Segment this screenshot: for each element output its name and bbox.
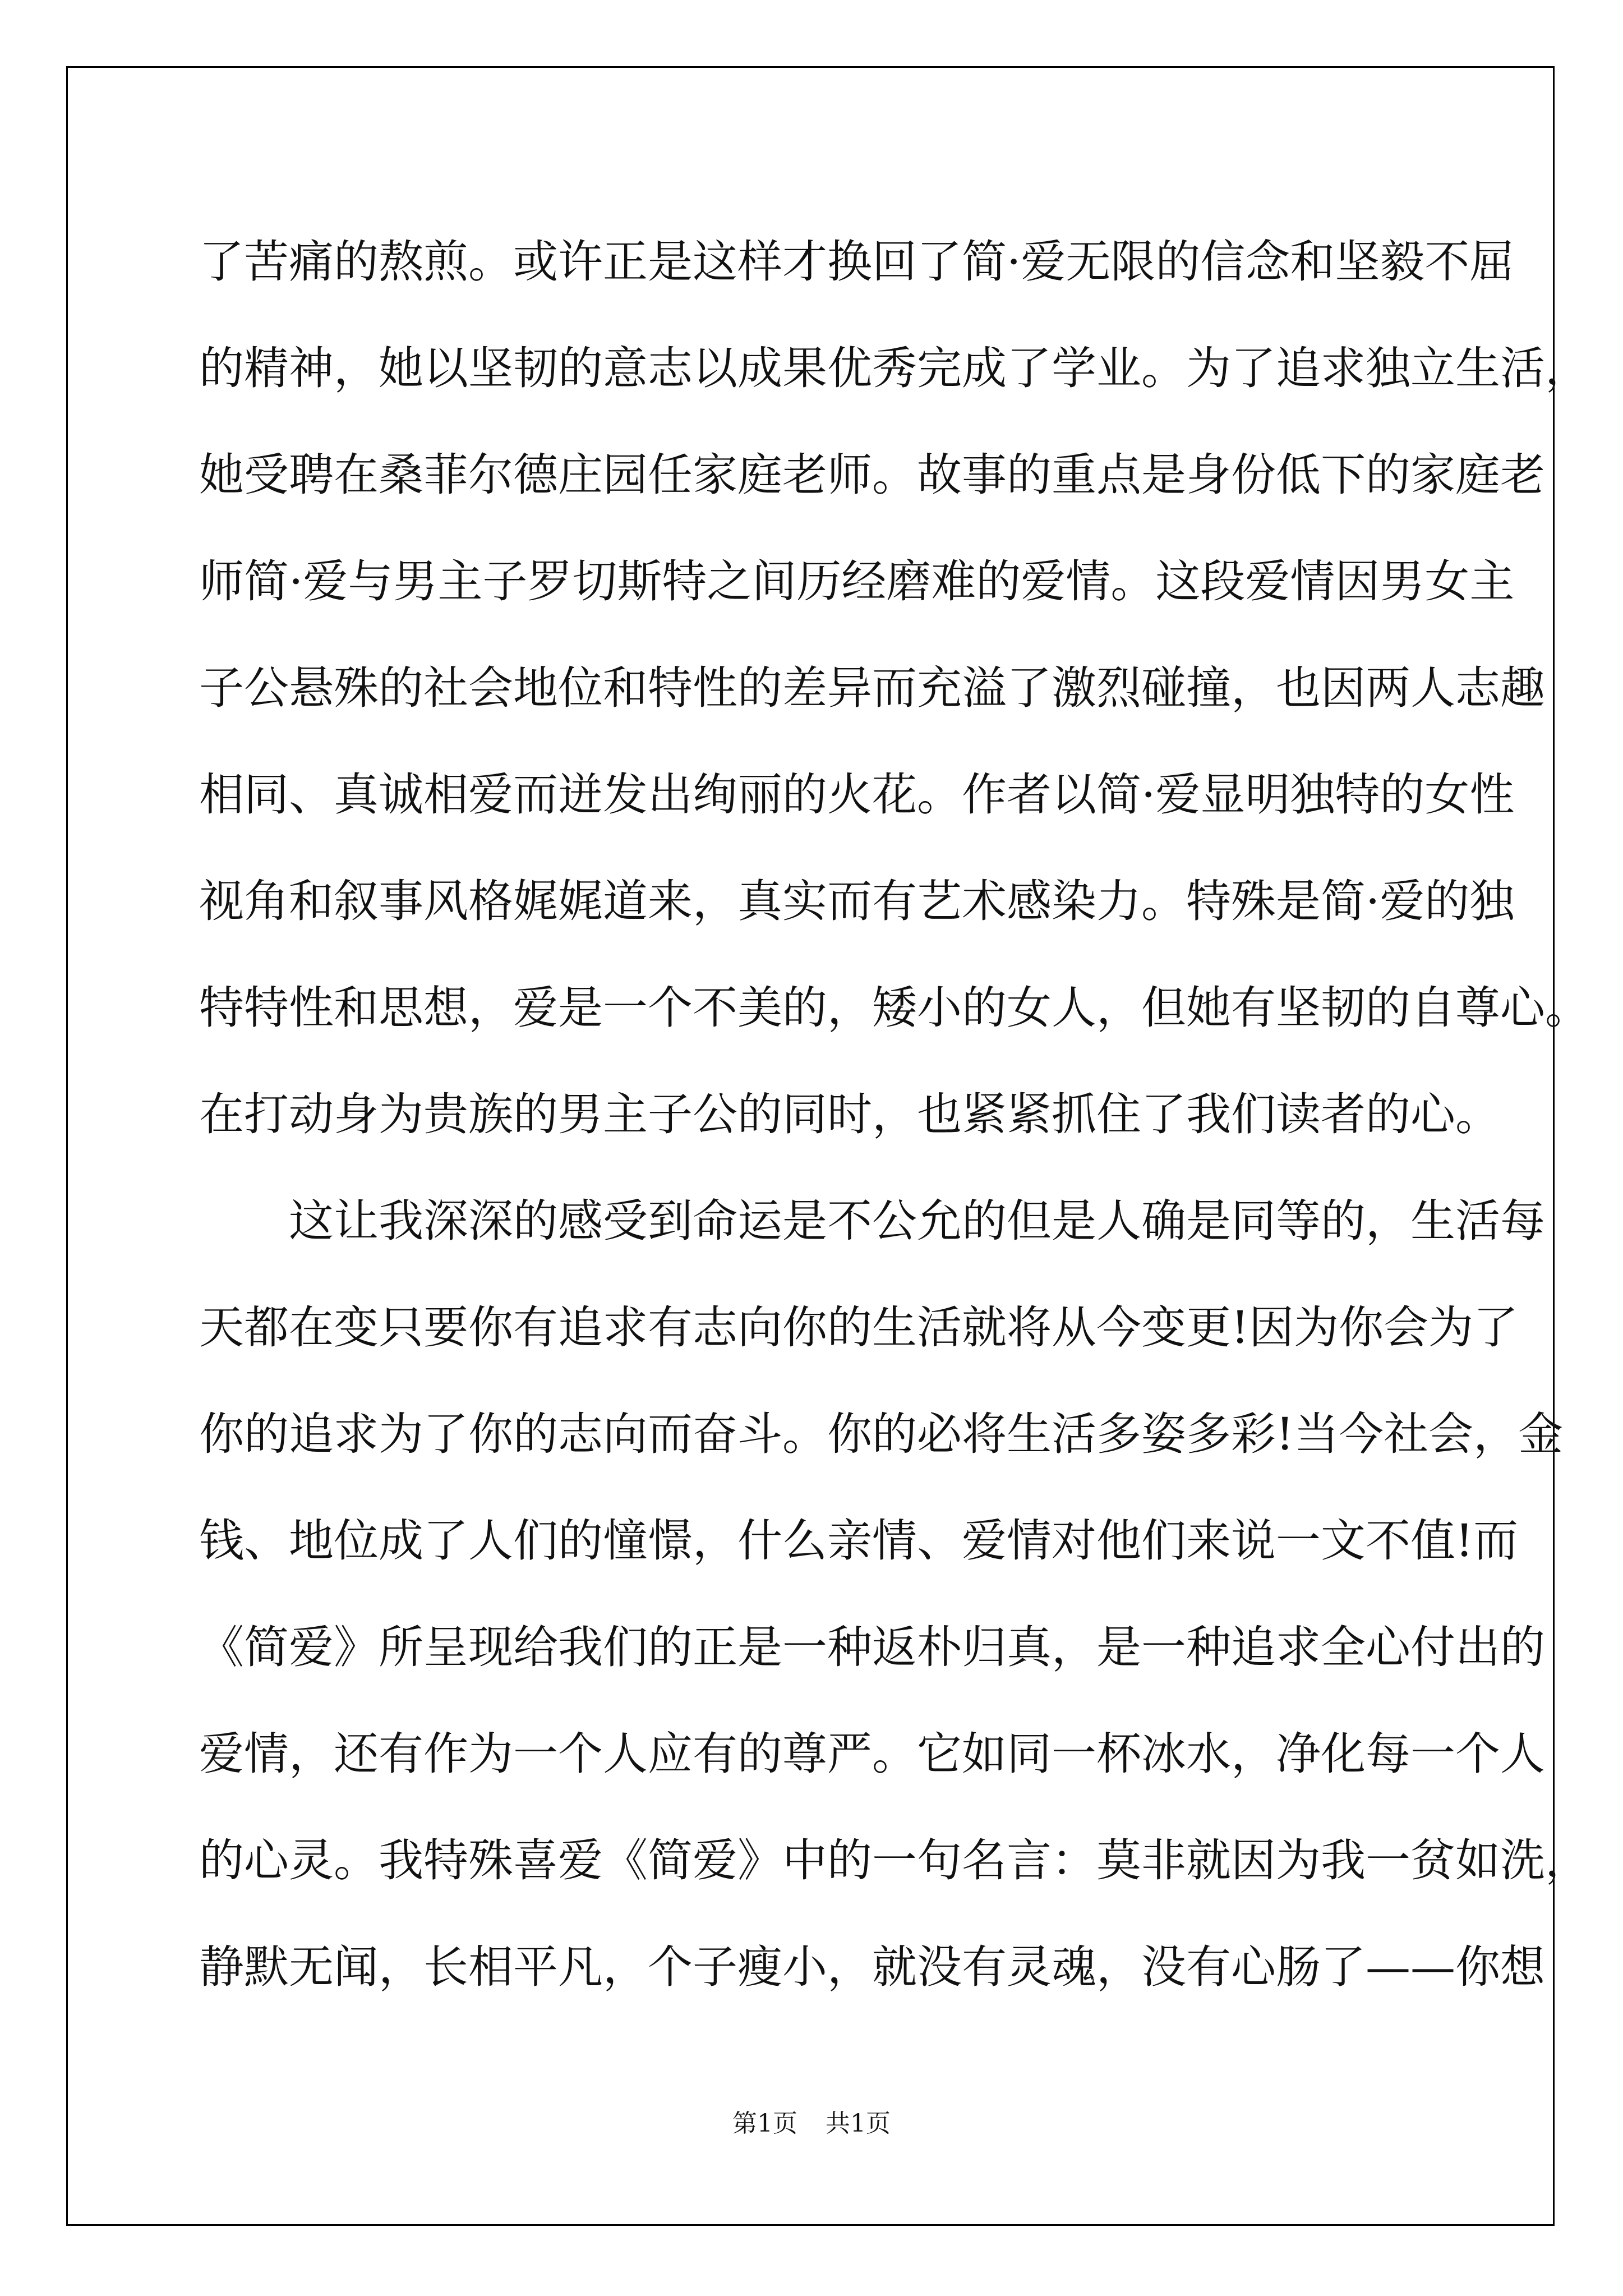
text-line: 特特性和思想，爱是一个不美的，矮小的女人，但她有坚韧的自尊心。 <box>199 982 1590 1034</box>
text-line: 静默无闻，长相平凡，个子瘦小，就没有灵魂，没有心肠了——你想 <box>199 1941 1545 1993</box>
text-line: 了苦痛的熬煎。或许正是这样才换回了简·爱无限的信念和坚毅不屈 <box>199 236 1515 288</box>
text-line: 子公悬殊的社会地位和特性的差异而充溢了激烈碰撞，也因两人志趣 <box>199 662 1545 714</box>
text-line: 视角和叙事风格娓娓道来，真实而有艺术感染力。特殊是简·爱的独 <box>199 875 1515 927</box>
page-footer <box>0 2107 1623 2141</box>
text-line: 天都在变只要你有追求有志向你的生活就将从今变更!因为你会为了 <box>199 1301 1519 1354</box>
text-line: 钱、地位成了人们的憧憬，什么亲情、爱情对他们来说一文不值!而 <box>199 1515 1519 1567</box>
text-line: 在打动身为贵族的男主子公的同时，也紧紧抓住了我们读者的心。 <box>199 1088 1500 1140</box>
text-line: 她受聘在桑菲尔德庄园任家庭老师。故事的重点是身份低下的家庭老 <box>199 449 1545 501</box>
text-line: 你的追求为了你的志向而奋斗。你的必将生活多姿多彩!当今社会，金 <box>199 1408 1564 1460</box>
text-line: 《简爱》所呈现给我们的正是一种返朴归真，是一种追求全心付出的 <box>199 1621 1545 1673</box>
page-number-total: 共1页 <box>826 2109 891 2138</box>
text-line: 爱情，还有作为一个人应有的尊严。它如同一杯冰水，净化每一个人 <box>199 1728 1545 1780</box>
document-body <box>199 209 1590 2021</box>
paragraph-start-line: 这让我深深的感受到命运是不公允的但是人确是同等的，生活每 <box>289 1195 1545 1247</box>
text-line: 的精神，她以坚韧的意志以成果优秀完成了学业。为了追求独立生活， <box>199 342 1590 394</box>
text-line: 的心灵。我特殊喜爱《简爱》中的一句名言：莫非就因为我一贫如洗， <box>199 1834 1590 1887</box>
text-line: 师简·爱与男主子罗切斯特之间历经磨难的爱情。这段爱情因男女主 <box>199 555 1515 608</box>
page-number-current: 第1页 <box>732 2109 797 2138</box>
text-line: 相同、真诚相爱而迸发出绚丽的火花。作者以简·爱显明独特的女性 <box>199 769 1515 821</box>
